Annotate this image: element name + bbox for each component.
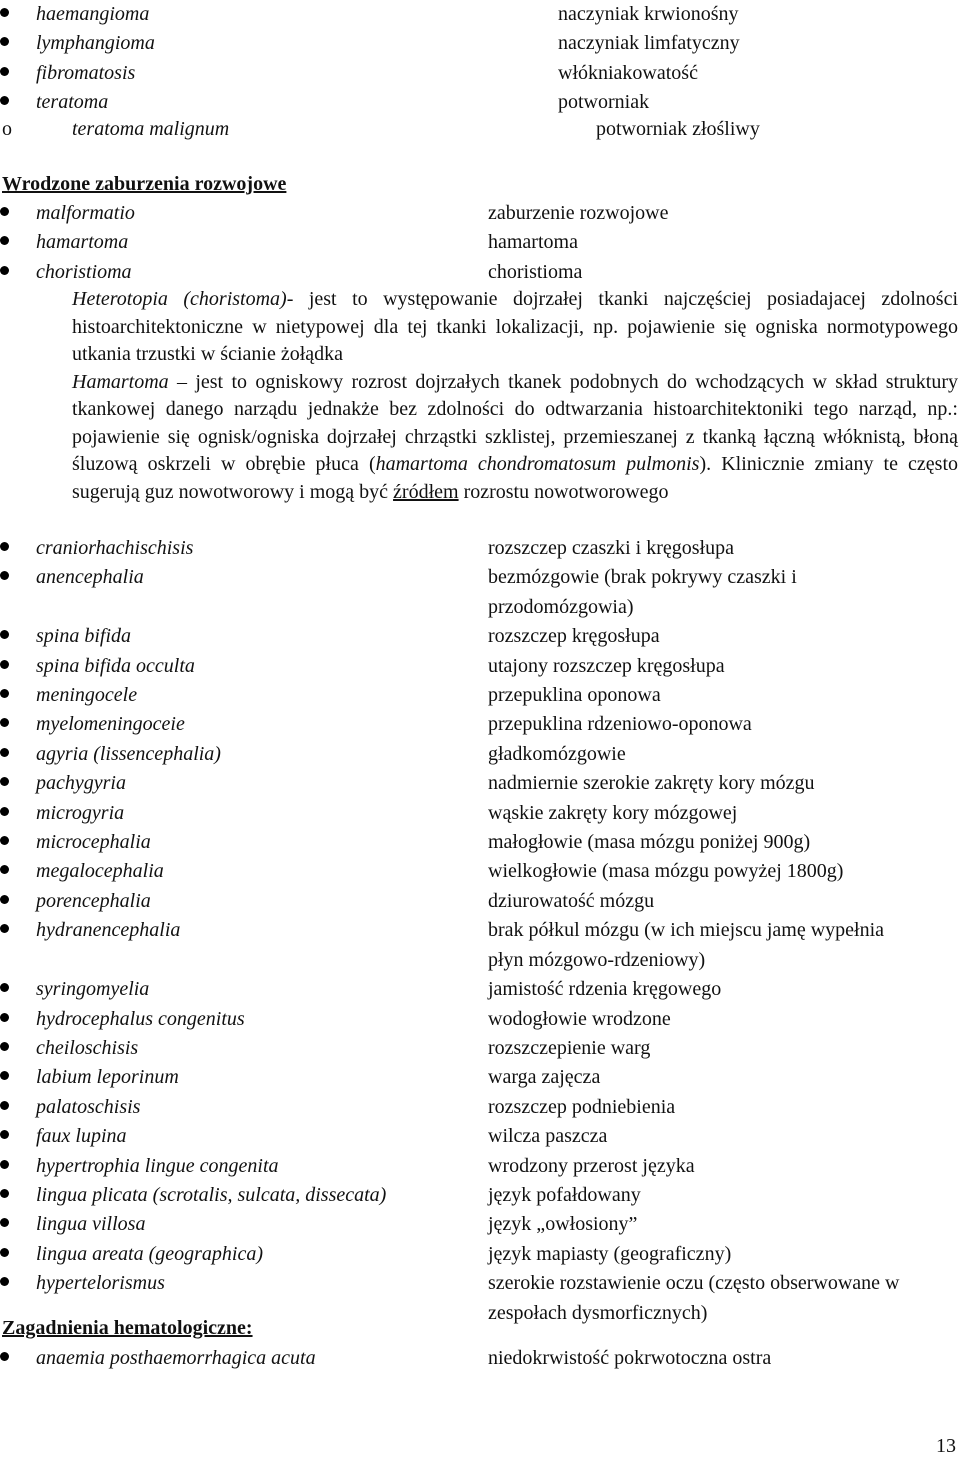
neoplasm-list: [0, 0, 960, 144]
latin-term: cheiloschisis: [36, 1036, 139, 1059]
latin-term: hamartoma: [36, 231, 129, 254]
polish-term: naczyniak krwionośny: [558, 3, 739, 25]
latin-term: lingua areata (geographica): [36, 1242, 264, 1265]
polish-term: potworniak złośliwy: [596, 117, 760, 140]
bullet-icon: [0, 836, 9, 845]
bullet-icon: [0, 748, 9, 757]
latin-term: labium leporinum: [36, 1066, 179, 1089]
bullet-icon: [0, 983, 9, 992]
latin-term: hypertelorismus: [36, 1272, 165, 1295]
bullet-icon: [0, 67, 9, 76]
hamartoma-text: – jest to ogniskowy rozrost dojrzałych tkanek podobnych do wchodzących w skład struktury tkankowej danego narządu jednakże bez zdolności do odtwarzania histoarchitektoniki tego narząd, np.: pojawienie się ognisk/ogniska dojrzałej chrząstki szklistej, przemieszanej z tkanką łączną włóknistą, błoną śluzową oskrzeli w obrębie płuca (: [72, 370, 958, 475]
latin-term: spina bifida occulta: [36, 654, 195, 677]
polish-term: wielkogłowie (masa mózgu powyżej 1800g): [488, 860, 844, 883]
list-item: [0, 29, 960, 58]
bullet-icon: [0, 689, 9, 698]
bullet-icon: [0, 1130, 9, 1139]
polish-term: utajony rozszczep kręgosłupa: [488, 654, 725, 677]
section-heading: Wrodzone zaburzenia rozwojowe: [2, 173, 287, 195]
list-item: [0, 563, 960, 622]
definition-paragraph: [72, 286, 958, 506]
bullet-icon: [0, 8, 9, 17]
list-item: [0, 1005, 960, 1034]
polish-term: wilcza paszcza: [488, 1125, 608, 1148]
polish-term: jamistość rdzenia kręgowego: [488, 978, 722, 1001]
polish-term: bezmózgowie (brak pokrywy czaszki i przodomózgowia): [488, 566, 797, 618]
latin-term: teratoma malignum: [72, 117, 230, 140]
list-item: [0, 769, 960, 798]
latin-term: malformatio: [36, 202, 135, 224]
polish-term: wrodzony przerost języka: [488, 1154, 695, 1177]
polish-term: niedokrwistość pokrwotoczna ostra: [488, 1347, 772, 1369]
bullet-icon: [0, 630, 9, 639]
latin-term: porencephalia: [36, 889, 151, 912]
latin-term: hypertrophia lingue congenita: [36, 1154, 279, 1177]
polish-term: brak półkul mózgu (w ich miejscu jamę wypełnia płyn mózgowo-rdzeniowy): [488, 919, 885, 971]
list-item: [0, 1181, 960, 1210]
latin-term: lymphangioma: [36, 32, 155, 55]
list-item: [0, 1210, 960, 1239]
hematology-list: [0, 1344, 960, 1373]
bullet-icon: [0, 96, 9, 105]
list-item: [0, 1122, 960, 1151]
polish-term: rozszczepienie warg: [488, 1036, 651, 1059]
list-item: [0, 975, 960, 1004]
bullet-icon: [0, 777, 9, 786]
heterotopia-term: Heterotopia (choristoma): [72, 288, 287, 310]
list-item: [0, 828, 960, 857]
bullet-icon: [0, 1218, 9, 1227]
latin-term: haemangioma: [36, 3, 150, 25]
bullet-icon: [0, 1352, 9, 1361]
polish-term: zaburzenie rozwojowe: [488, 202, 669, 224]
bullet-icon: [0, 1277, 9, 1286]
bullet-icon: [0, 660, 9, 669]
list-item: [0, 1344, 960, 1373]
closing-text: ). Klinicznie zmiany te często sugerują guz nowotworowy i mogą być: [72, 453, 958, 503]
polish-term: choristioma: [488, 260, 583, 283]
polish-term: język „owłosiony”: [488, 1213, 638, 1236]
latin-term: pachygyria: [36, 772, 126, 795]
bullet-icon: [0, 207, 9, 216]
latin-term: anencephalia: [36, 566, 144, 589]
list-item: [0, 228, 960, 257]
list-item: [0, 1093, 960, 1122]
heterotopia-text: - jest to występowanie dojrzałej tkanki najczęściej posiadajacej zdolności histoarchitektoniczne w nietypowej dla tej tkanki lokalizacji, np. pojawienie się ogniska normotypowego utkania trzustki w ścianie żołądka: [72, 288, 958, 365]
bullet-icon: [0, 542, 9, 551]
polish-term: rozszczep kręgosłupa: [488, 625, 660, 648]
list-item: [0, 887, 960, 916]
list-item: [0, 799, 960, 828]
developmental-list: [0, 199, 960, 287]
polish-term: włókniakowatość: [558, 61, 698, 84]
list-item: [0, 115, 960, 144]
bullet-icon: [0, 236, 9, 245]
list-item: [0, 916, 960, 975]
list-item: [0, 740, 960, 769]
bullet-icon: [0, 895, 9, 904]
polish-term: rozszczep czaszki i kręgosłupa: [488, 537, 734, 559]
latin-term: hydranencephalia: [36, 919, 181, 942]
bullet-icon: [0, 718, 9, 727]
latin-term: agyria (lissencephalia): [36, 742, 221, 765]
bullet-icon: [0, 1042, 9, 1051]
bullet-icon: [0, 1013, 9, 1022]
latin-term: faux lupina: [36, 1125, 127, 1148]
polish-term: język mapiasty (geograficzny): [488, 1242, 732, 1265]
list-item: [0, 857, 960, 886]
hamartoma-term: Hamartoma: [72, 370, 169, 393]
polish-term: szerokie rozstawienie oczu (często obserwowane w zespołach dysmorficznych): [488, 1272, 900, 1324]
latin-term: myelomeningoceie: [36, 713, 185, 736]
polish-term: język pofałdowany: [488, 1183, 641, 1206]
polish-term: potworniak: [558, 91, 650, 114]
heterotopia-definition: [72, 286, 958, 369]
page-number: 13: [936, 1434, 956, 1457]
bullet-icon: [0, 1160, 9, 1169]
bullet-icon: [0, 807, 9, 816]
latin-term: megalocephalia: [36, 860, 164, 883]
list-item: [0, 59, 960, 88]
latin-term: choristioma: [36, 260, 132, 283]
latin-term: meningocele: [36, 684, 138, 707]
polish-term: wąskie zakręty kory mózgowej: [488, 801, 738, 824]
polish-term: dziurowatość mózgu: [488, 889, 655, 912]
latin-term: craniorhachischisis: [36, 537, 194, 559]
bullet-icon: [0, 266, 9, 275]
section-heading: Zagadnienia hematologiczne:: [2, 1317, 253, 1339]
polish-term: naczyniak limfatyczny: [558, 32, 740, 55]
closing-tail: rozrostu nowotworowego: [458, 480, 669, 503]
list-item: [0, 1152, 960, 1181]
bullet-icon: [0, 924, 9, 933]
list-item: [0, 534, 960, 563]
list-item: [0, 0, 960, 29]
latin-term: lingua plicata (scrotalis, sulcata, dissecata): [36, 1183, 387, 1206]
polish-term: warga zajęcza: [488, 1066, 601, 1089]
latin-term: teratoma: [36, 91, 109, 114]
hamartoma-definition: [72, 369, 958, 507]
list-item: [0, 199, 960, 228]
polish-term: przepuklina rdzeniowo-oponowa: [488, 713, 752, 736]
polish-term: przepuklina oponowa: [488, 684, 661, 707]
bullet-icon: [0, 1189, 9, 1198]
list-item: [0, 681, 960, 710]
polish-term: hamartoma: [488, 231, 578, 254]
circle-marker-icon: o: [2, 117, 12, 140]
bullet-icon: [0, 865, 9, 874]
bullet-icon: [0, 37, 9, 46]
latin-term: anaemia posthaemorrhagica acuta: [36, 1347, 316, 1369]
list-item: [0, 622, 960, 651]
polish-term: wodogłowie wrodzone: [488, 1007, 671, 1030]
latin-term: syringomyelia: [36, 978, 150, 1001]
list-item: [0, 652, 960, 681]
source-link[interactable]: źródłem: [393, 480, 459, 503]
latin-term: hydrocephalus congenitus: [36, 1007, 245, 1030]
list-item: [0, 88, 960, 117]
latin-term: fibromatosis: [36, 61, 136, 84]
polish-term: nadmiernie szerokie zakręty kory mózgu: [488, 772, 815, 795]
latin-term: microcephalia: [36, 831, 151, 854]
bullet-icon: [0, 1101, 9, 1110]
latin-term: spina bifida: [36, 625, 132, 648]
latin-term: microgyria: [36, 801, 125, 824]
list-item: [0, 1240, 960, 1269]
list-item: [0, 710, 960, 739]
polish-term: rozszczep podniebienia: [488, 1095, 676, 1118]
example-term: hamartoma chondromatosum pulmonis: [375, 453, 700, 475]
list-item: [0, 1063, 960, 1092]
bullet-icon: [0, 1071, 9, 1080]
latin-term: lingua villosa: [36, 1213, 146, 1236]
polish-term: małogłowie (masa mózgu poniżej 900g): [488, 831, 811, 854]
latin-term: palatoschisis: [36, 1095, 141, 1118]
list-item: [0, 258, 960, 287]
list-item: [0, 1034, 960, 1063]
polish-term: gładkomózgowie: [488, 742, 626, 765]
bullet-icon: [0, 571, 9, 580]
malformation-list: [0, 534, 960, 1328]
bullet-icon: [0, 1248, 9, 1257]
